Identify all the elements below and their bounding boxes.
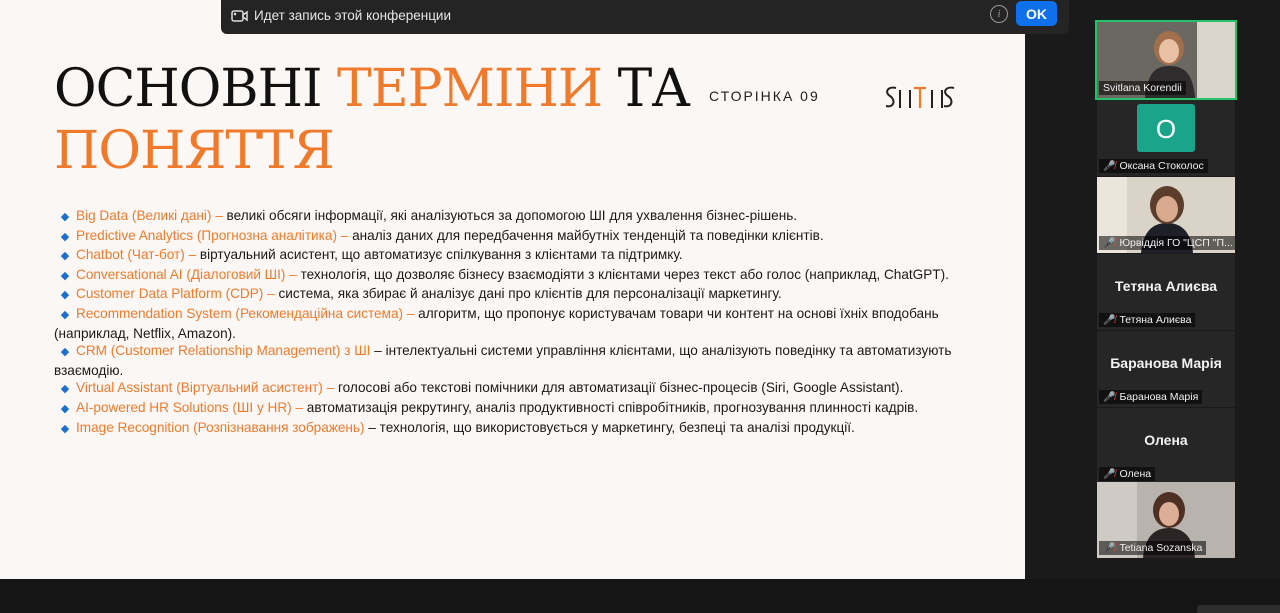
participant-display-name: Олена (1144, 432, 1188, 448)
participant-name-chip (1099, 236, 1235, 250)
diamond-bullet-icon: ◆ (60, 308, 70, 321)
participant-tile-tetiana-alieva[interactable] (1097, 254, 1235, 330)
participant-tile-olena[interactable] (1097, 408, 1235, 484)
participant-name-chip (1099, 159, 1208, 173)
recording-message: Идет запись этой конференции (254, 8, 452, 23)
term-definition: – інтелектуальні системи управління клієнтами, що аналізують поведінку та автоматизують взаємодію. (54, 343, 952, 378)
term-definition: алгоритм, що пропонує користувачам товари чи контент на основі їхніх вподобань (наприклад, Netflix, Amazon). (54, 305, 939, 341)
recording-banner (221, 0, 1069, 34)
participant-name: Тетяна Алиєва (1119, 314, 1192, 326)
ok-button[interactable]: OK (1016, 1, 1057, 26)
corner-control[interactable] (1197, 605, 1280, 613)
participant-name: Оксана Стоколос (1119, 160, 1204, 172)
title-line-2: ПОНЯТТЯ (54, 121, 334, 181)
mic-muted-icon: 🎤̸ (1103, 237, 1116, 249)
avatar: О (1137, 104, 1195, 152)
term-name: Conversational AI (Діалоговий ШІ) – (76, 266, 297, 282)
term-definition: технологія, що дозволяє бізнесу взаємодіяти з клієнтами через текст або голос (наприклад, ChatGPT). (296, 266, 949, 282)
term-item (54, 419, 954, 439)
term-item (54, 266, 954, 286)
term-name: Virtual Assistant (Віртуальний асистент) – (76, 380, 335, 396)
participant-tile-svitlana[interactable] (1097, 22, 1235, 98)
term-name: CRM (Customer Relationship Management) з ШІ (76, 343, 371, 359)
participant-tile-oksana[interactable] (1097, 100, 1235, 176)
term-definition: автоматизація рекрутингу, аналіз продуктивності співробітників, прогнозування плинності кадрів. (303, 399, 919, 415)
title-part-3: ТА (602, 59, 690, 119)
terms-list (54, 207, 954, 438)
term-item (54, 246, 954, 266)
page-number-label: СТОРІНКА 09 (709, 88, 820, 104)
mic-muted-icon: 🎤̸ (1103, 542, 1116, 554)
participant-name-chip (1099, 541, 1206, 555)
participant-name: Олена (1119, 468, 1152, 480)
term-name: Customer Data Platform (CDP) – (76, 286, 275, 302)
term-item (54, 379, 954, 399)
mic-muted-icon: 🎤̸ (1103, 314, 1116, 326)
diamond-bullet-icon: ◆ (60, 383, 70, 396)
camera-icon (231, 9, 248, 23)
bottom-strip (0, 579, 1280, 613)
term-name: Image Recognition (Розпізнавання зображень) (76, 419, 365, 435)
term-name: AI-powered HR Solutions (ШІ у HR) – (76, 399, 304, 415)
participant-name: Svitlana Korendii (1103, 82, 1182, 94)
diamond-bullet-icon: ◆ (60, 402, 70, 415)
term-definition: великі обсяги інформації, які аналізуються за допомогою ШІ для ухвалення бізнес-рішень. (222, 208, 798, 223)
participant-tile-sozanska[interactable] (1097, 482, 1235, 558)
participant-tile-yurviddia[interactable] (1097, 177, 1235, 253)
diamond-bullet-icon: ◆ (60, 230, 70, 243)
term-item (54, 227, 954, 247)
info-icon[interactable]: i (990, 5, 1008, 23)
term-definition: віртуальний асистент, що автоматизує спілкування з клієнтами та підтримку. (196, 247, 683, 263)
mic-muted-icon: 🎤̸ (1103, 391, 1116, 403)
participant-name-chip (1099, 313, 1195, 327)
title-accent: ТЕРМІНИ (337, 59, 603, 119)
diamond-bullet-icon: ◆ (60, 289, 70, 302)
participant-name: Баранова Марія (1119, 391, 1199, 403)
diamond-bullet-icon: ◆ (60, 269, 70, 282)
participant-name-chip (1099, 467, 1155, 481)
term-definition: – технологія, що використовується у маркетингу, безпеці та аналізі продукції. (364, 419, 855, 435)
term-name: Predictive Analytics (Прогнозна аналітика) – (76, 227, 349, 243)
term-definition: голосові або текстові помічники для автоматизації бізнес-процесів (Siri, Google Assistant). (334, 380, 904, 396)
sts-logo (882, 84, 956, 112)
participant-name-chip (1099, 390, 1202, 404)
diamond-bullet-icon: ◆ (60, 250, 70, 263)
slide-title (54, 58, 694, 182)
title-part-1: ОСНОВНІ (54, 59, 338, 119)
participant-name-chip (1099, 81, 1186, 95)
term-name: Recommendation System (Рекомендаційна система) – (76, 305, 415, 321)
mic-muted-icon: 🎤̸ (1103, 160, 1116, 172)
participant-name: Tetiana Sozanska (1119, 542, 1203, 554)
term-item (54, 305, 954, 342)
participant-tile-baranova[interactable] (1097, 331, 1235, 407)
term-item (54, 207, 954, 227)
term-name: Big Data (Великі дані) – (76, 208, 223, 223)
term-definition: аналіз даних для передбачення майбутніх тенденцій та поведінки клієнтів. (348, 227, 824, 243)
participant-display-name: Тетяна Алиєва (1114, 278, 1218, 294)
participant-name: Юрвіддія ГО "ЦСП "П... (1119, 237, 1233, 249)
term-item (54, 399, 954, 419)
participant-display-name: Баранова Марія (1110, 355, 1222, 371)
term-definition: система, яка збирає й аналізує дані про клієнтів для персоналізації маркетингу. (274, 286, 782, 302)
term-name: Chatbot (Чат-бот) – (76, 247, 197, 263)
term-item (54, 285, 954, 305)
diamond-bullet-icon: ◆ (60, 346, 70, 359)
diamond-bullet-icon: ◆ (60, 211, 70, 223)
diamond-bullet-icon: ◆ (60, 422, 70, 435)
term-item (54, 342, 954, 379)
mic-muted-icon: 🎤̸ (1103, 468, 1116, 480)
